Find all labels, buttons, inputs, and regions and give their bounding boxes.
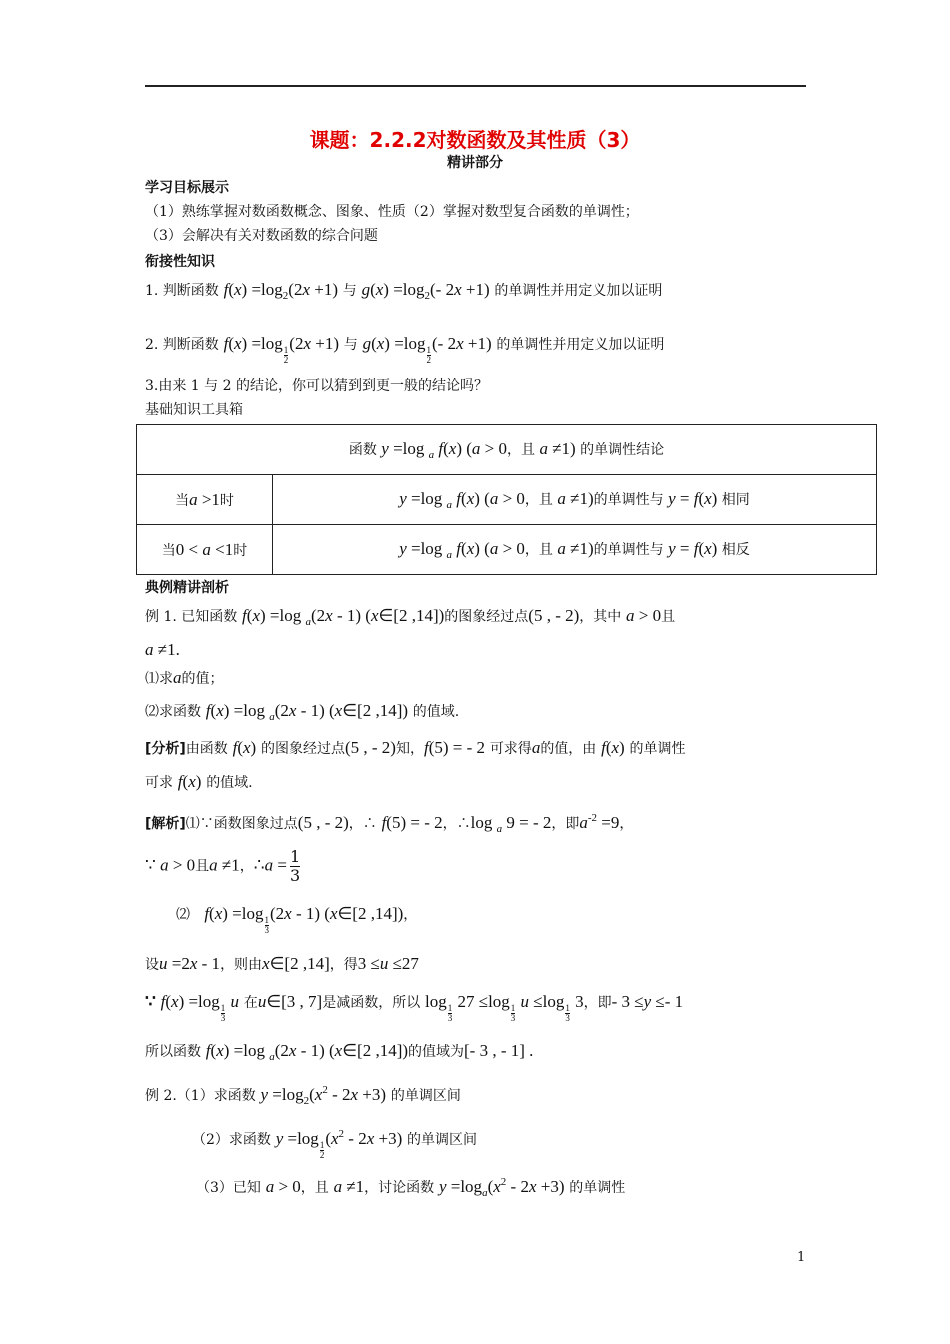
solution-line-3: ⑵ f(x) =log $\frac{1}{3}$ (2x - 1) (x∈[2 ,14])， — [176, 904, 418, 935]
table-header-cell: 函数 y =log $_a$ f(x) (a > 0，且 a ≠1) 的单调性结论 — [137, 425, 877, 475]
page-number: 1 — [797, 1250, 806, 1265]
table-result-cell: y =log $_a$ f(x) (a > 0，且 a ≠1)的单调性与 y = f(x) 相反 — [273, 525, 877, 575]
formula: f(x) =log $\frac{1}{2}$ (2x +1) — [223, 334, 339, 365]
goal-line-2: （3）会解决有关对数函数的综合问题 — [145, 228, 378, 244]
solution-line-2: ∵ a > 0且a ≠1，∴a = $\frac{1}{3}$ — [145, 847, 301, 885]
question-2: 2. 判断函数 f(x) =log $\frac{1}{2}$ (2x +1) 与 g(x) =log $\frac{1}{2}$ (- 2x +1) 的单调性并用定义加以证明 — [145, 334, 665, 365]
question-3: 3.由来 1 与 2 的结论，你可以猜到到更一般的结论吗？ — [145, 378, 488, 394]
formula: $f(x) =\log_2(2x +1)$ — [223, 280, 338, 302]
formula: g(x) =log $\frac{1}{2}$ (- 2x +1) — [362, 334, 492, 365]
solution-line-4: 设u =2x - 1，则由x∈[2 ,14]，得3 ≤u ≤27 — [145, 954, 419, 973]
goals-heading: 学习目标展示 — [145, 180, 229, 196]
table-header-row — [137, 425, 877, 475]
table-row — [137, 475, 877, 525]
bridge-heading: 衔接性知识 — [145, 254, 215, 270]
formula: $g(x) =\log_2(-$ 2x +1) — [361, 280, 490, 302]
table-case-cell: 当0 < a <1时 — [137, 525, 273, 575]
header-rule — [145, 85, 806, 87]
analysis-line-2: 可求 f(x) 的值域. — [145, 772, 253, 791]
page-subtitle: 精讲部分 — [447, 155, 503, 171]
toolbox-label: 基础知识工具箱 — [145, 402, 243, 418]
question-1: 1. 判断函数 $f(x) =\log_2(2x +1)$ 与 $g(x) =\log_2(-$ 2x +1) 的单调性并用定义加以证明 — [145, 280, 663, 302]
examples-heading: 典例精讲剖析 — [145, 580, 229, 596]
example-1-cond: a ≠1. — [145, 640, 180, 659]
example-2-q1: 例 2.（1）求函数 $y =\log_2(x^2 - 2x +3)$ 的单调区间 — [145, 1084, 461, 1107]
table-case-cell: 当a >1时 — [137, 475, 273, 525]
example-1: 例 1. 已知函数 f(x) =log $_a$(2x - 1) (x∈[2 ,14])的图象经过点(5 , - 2)，其中 a > 0且 — [145, 606, 676, 628]
goal-line-1: （1）熟练掌握对数函数概念、图象、性质（2）掌握对数型复合函数的单调性； — [145, 204, 639, 220]
example-2-q3: （3）已知 a > 0，且 a ≠1，讨论函数 $y =\log_a(x^2 - 2x +3)$ 的单调性 — [196, 1176, 626, 1199]
table-row — [137, 525, 877, 575]
example-2-q2: （2）求函数 y =log $\frac{1}{2}$ $(x^2 - 2x +3)$ 的单调区间 — [192, 1128, 478, 1160]
example-1-q1: ⑴求a的值； — [145, 668, 224, 687]
table-result-cell: y =log $_a$ f(x) (a > 0，且 a ≠1)的单调性与 y = f(x) 相同 — [273, 475, 877, 525]
property-table — [136, 424, 877, 575]
analysis-line-1: [分析]由函数 f(x) 的图象经过点(5 , - 2)知，f(5) = - 2 可求得a的值，由 f(x) 的单调性 — [145, 738, 686, 757]
solution-line-5: ∵ f(x) =log $\frac{1}{3}$ u 在u∈[3 , 7]是减函数，所以 log $\frac{1}{3}$ 27 ≤log $\frac{1}{3}$ u ≤log $\frac{1}{3}$ 3，即- 3 ≤y ≤- 1 — [145, 992, 684, 1023]
page-title: 课题：2.2.2对数函数及其性质（3） — [309, 128, 641, 152]
solution-line-1: [解析]⑴∵函数图象过点(5 , - 2)，∴ f(5) = - 2，∴log $_a$ 9 = - 2，即$a^{-2} =9$， — [145, 812, 634, 835]
example-1-q2: ⑵求函数 f(x) =log $_a$(2x - 1) (x∈[2 ,14]) 的值域. — [145, 701, 460, 723]
fraction: $\frac{1}{3}$ — [289, 847, 301, 885]
solution-line-6: 所以函数 f(x) =log $_a$(2x - 1) (x∈[2 ,14])的值域为[- 3 , - 1] . — [145, 1041, 534, 1063]
